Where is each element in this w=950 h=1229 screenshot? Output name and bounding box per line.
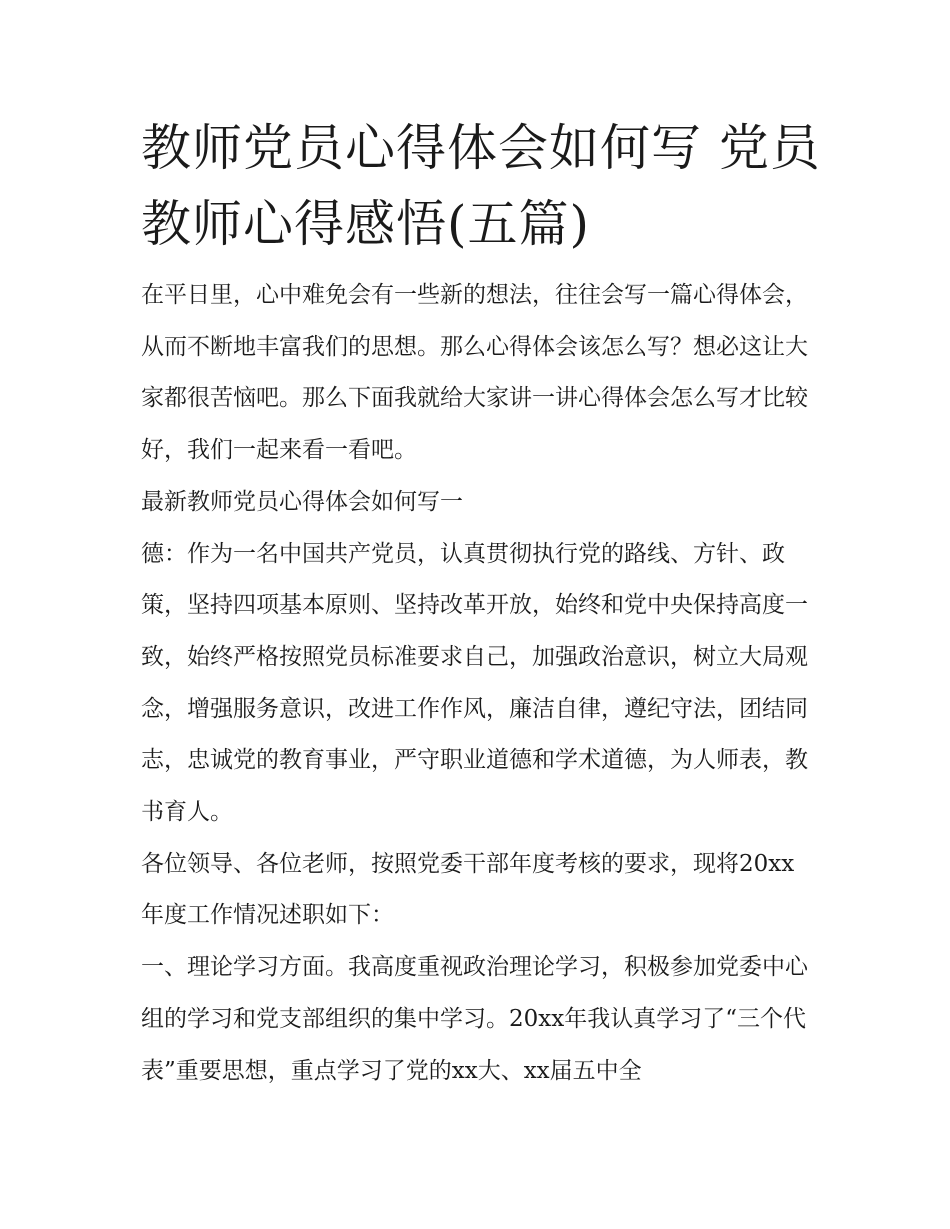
virtue-paragraph: 德：作为一名中国共产党员，认真贯彻执行党的路线、方针、政策，坚持四项基本原则、坚持改革开放，始终和党中央保持高度一致，始终严格按照党员标准要求自己，加强政治意识，树立大局观念，增强服务意识，改进工作作风，廉洁自律，遵纪守法，团结同志，忠诚党的教育事业，严守职业道德和学术道德，为人师表，教书育人。 xyxy=(141,540,808,826)
document-page xyxy=(141,110,821,1097)
theory-study-paragraph: 一、理论学习方面。我高度重视政治理论学习，积极参加党委中心组的学习和党支部组织的集中学习。20xx年我认真学习了“三个代表”重要思想，重点学习了党的xx大、xx届五中全 xyxy=(141,954,808,1084)
document-title: 教师党员心得体会如何写 党员教师心得感悟(五篇) xyxy=(141,119,821,253)
section-heading: 最新教师党员心得体会如何写一 xyxy=(141,488,463,515)
report-opening-paragraph: 各位领导、各位老师，按照党委干部年度考核的要求，现将20xx年度工作情况述职如下： xyxy=(141,850,795,929)
intro-paragraph: 在平日里，心中难免会有一些新的想法，往往会写一篇心得体会，从而不断地丰富我们的思想。那么心得体会该怎么写？想必这让大家都很苦恼吧。那么下面我就给大家讲一讲心得体会怎么写才比较好，我们一起来看一看吧。 xyxy=(141,282,808,464)
